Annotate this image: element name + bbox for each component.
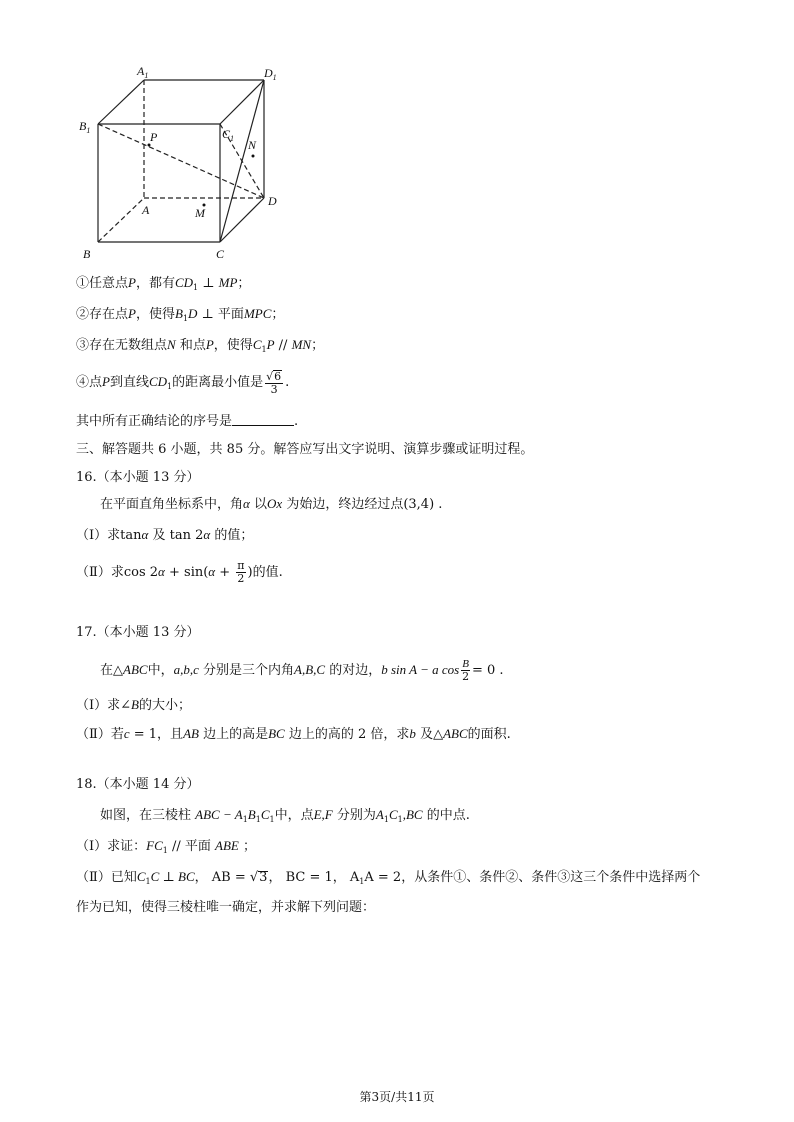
point-N [252, 155, 255, 158]
statement-3: ③存在无数组点N 和点P，使得$C_1P$ // MN； [76, 337, 325, 354]
q18-part-2-line-2: 作为已知，使得三棱柱唯一确定，并求解下列问题： [76, 900, 376, 915]
label-A: A [142, 203, 150, 217]
label-D: D [268, 194, 277, 208]
q18-header: 18.（本小题 14 分） [76, 777, 200, 792]
q16-part-2: （Ⅱ）求cos 2α + sin(α + $\frac{\pi}{2}$ )的值. [76, 559, 283, 585]
edge-C1-D1 [220, 80, 264, 124]
label-D1: $D_1$ [264, 66, 277, 82]
edge-B1-A1 [98, 80, 144, 124]
statement-1: ①任意点P，都有$CD_1$ ⊥ MP； [76, 275, 251, 292]
diag-B1-D [98, 124, 264, 198]
label-B: B [83, 247, 91, 261]
label-P: P [150, 130, 158, 144]
cube-figure [0, 0, 794, 270]
label-B1: $B_1$ [79, 119, 91, 135]
q16-stem: 在平面直角坐标系中，角α 以Ox 为始边，终边经过点(3,4) . [100, 496, 443, 512]
label-C: C [216, 247, 225, 261]
label-A1: $A_1$ [137, 64, 149, 80]
page-footer: 第3页/共11页 [359, 1090, 435, 1104]
fraction-pi-over-2: $\frac{\pi}{2}$ [237, 559, 245, 585]
q16-header: 16.（本小题 13 分） [76, 470, 200, 485]
q18-part-2: （Ⅱ）已知$C_1C$ ⊥ BC， AB = √3， BC = 1， $A_1A = 2$，从条件①、条件②、条件③这三个条件中选择两个 [76, 869, 701, 886]
fraction-b-over-2: $\frac{B}{2}$ [462, 658, 470, 683]
q16-part-1: （Ⅰ）求tanα 及 tan 2α 的值； [76, 527, 254, 543]
fraction-sqrt6-over-3: $\frac{√6}{3}$ [266, 369, 282, 396]
statement-2: ②存在点P，使得$B_1D$ ⊥ 平面MPC； [76, 306, 285, 323]
q17-part-1: （Ⅰ）求∠B的大小； [76, 697, 191, 713]
label-M: M [195, 206, 205, 220]
statement-4: ④点P到直线$CD_1$的距离最小值是 $\frac{√6}{3}$ . [76, 369, 290, 396]
label-C1: $C_1$ [222, 127, 235, 143]
q17-part-2: （Ⅱ）若c = 1，且AB 边上的高是BC 边上的高的 2 倍，求b 及△ABC的面积. [76, 726, 511, 742]
q18-part-1: （Ⅰ）求证：$FC_1$ // 平面 ABE ； [76, 838, 257, 855]
edge-B-A [98, 198, 144, 242]
section-3-heading: 三、解答题共 6 小题，共 85 分。解答应写出文字说明、演算步骤或证明过程。 [76, 442, 534, 457]
label-N: N [248, 138, 257, 152]
q18-stem: 如图，在三棱柱 ABC − $A_1B_1C_1$中，点E,F 分别为$A_1C_1,BC$ 的中点. [100, 807, 470, 824]
edge-C-D [220, 198, 264, 242]
answer-prompt: 其中所有正确结论的序号是 . [76, 414, 299, 429]
q17-stem: 在△ABC中，a,b,c 分别是三个内角A,B,C 的对边，b sin A − a cos $\frac{B}{2}$ = 0 . [100, 658, 504, 683]
answer-blank [232, 413, 294, 426]
q17-header: 17.（本小题 13 分） [76, 625, 200, 640]
